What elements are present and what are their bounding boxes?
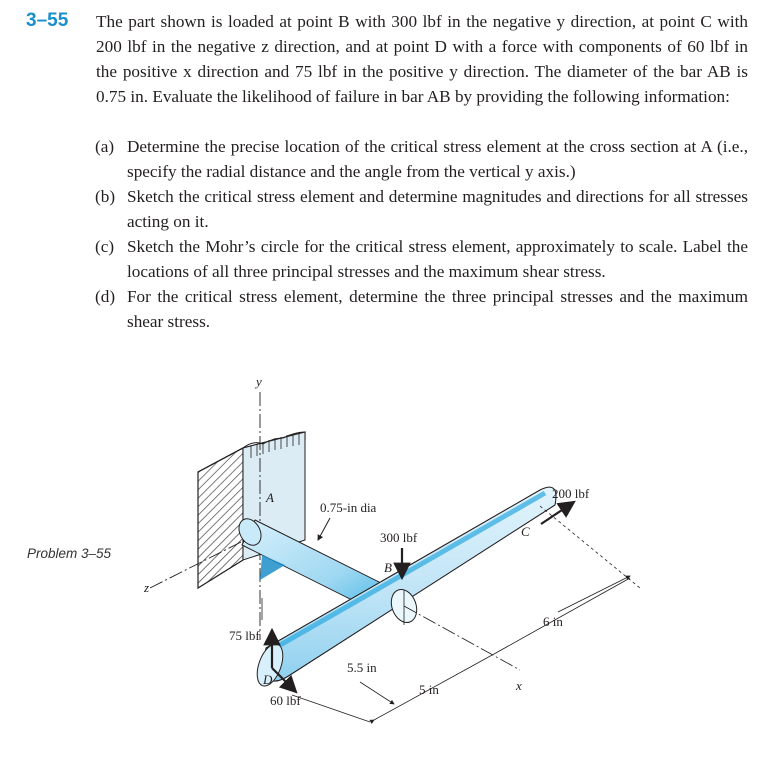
part-label: (a): [95, 137, 115, 156]
point-a-label: A: [266, 490, 274, 505]
part-text: Sketch the Mohr’s circle for the critical stress element, approximately to scale. Label the locations of all three principal stresses and the maximum shear stress.: [127, 237, 748, 281]
dim-5-label: 5 in: [419, 682, 439, 697]
bar-cd: [252, 487, 640, 689]
part-text: Determine the precise location of the critical stress element at the cross section at A (i.e., specify the radial distance and the angle from the vertical y axis.): [127, 137, 748, 181]
figure-caption: Problem 3–55: [27, 546, 112, 561]
axis-x-label: x: [516, 678, 522, 693]
dim-5-5-label: 5.5 in: [347, 660, 377, 675]
problem-statement: The part shown is loaded at point B with 300 lbf in the negative y direction, at point C with 200 lbf in the negative z direction, and at point D with a force with components of 60 lbf in the positive x direction and 75 lbf in the positive y direction. The diameter of the bar AB is 0.75 in. Evaluate the likelihood of failure in bar AB by providing the following information:: [96, 12, 748, 106]
part-text: For the critical stress element, determine the three principal stresses and the maximum shear stress.: [127, 287, 748, 331]
dim-6-label: 6 in: [543, 614, 563, 629]
force-d-x-label: 60 lbf: [270, 693, 301, 708]
part-c: [95, 234, 748, 284]
problem-number: 3–55: [26, 10, 69, 31]
part-label: (c): [95, 237, 115, 256]
part-label: (d): [95, 287, 116, 306]
problem-figure: [0, 360, 764, 755]
part-d: [95, 284, 748, 334]
point-b-label: B: [384, 560, 392, 575]
force-b-label: 300 lbf: [380, 530, 418, 545]
part-b: [95, 184, 748, 234]
problem-parts-list: [95, 134, 748, 334]
diameter-label: 0.75-in dia: [320, 500, 377, 515]
part-text: Sketch the critical stress element and determine magnitudes and directions for all stresses acting on it.: [127, 187, 748, 231]
part-label: (b): [95, 187, 116, 206]
point-d-label: D: [263, 672, 273, 687]
point-c-label: C: [521, 524, 530, 539]
diameter-leader: [318, 518, 330, 540]
part-a: [95, 134, 748, 184]
axis-y-label: y: [256, 374, 262, 389]
force-d-y-label: 75 lbf: [229, 628, 260, 643]
axis-z-label: z: [144, 580, 150, 595]
force-c-label: 200 lbf: [552, 486, 590, 501]
